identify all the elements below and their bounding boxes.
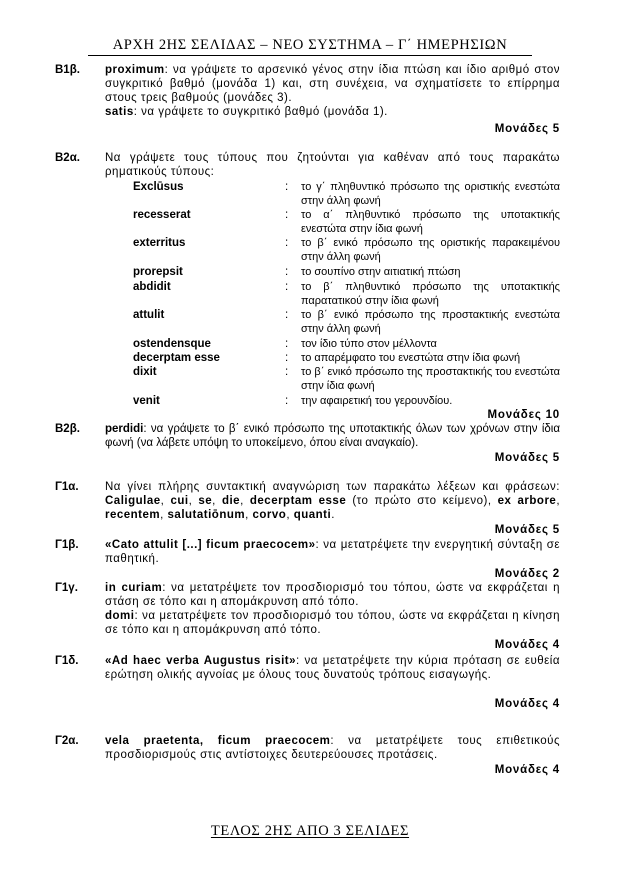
keyword: decerptam esse — [249, 495, 347, 507]
question-g1a: Να γίνει πλήρης συντακτική αναγνώριση των παρακάτω λέξεων και φράσεων: Caligulae, cui, se, die, decerptam esse (το πρώτο στο κείμενο), ex arbore, recentem, salutatiōnum, corvo, quanti. — [105, 481, 561, 521]
verb-term: prorepsit — [133, 266, 183, 278]
verb-colon: : — [285, 209, 289, 221]
verb-row — [0, 351, 620, 364]
question-text: (το πρώτο στο κείμενο), — [352, 495, 492, 507]
verb-row — [0, 365, 620, 392]
keyword: quanti — [293, 509, 332, 521]
keyword: proximum — [105, 64, 165, 76]
verb-row — [0, 265, 620, 278]
verb-colon: : — [285, 281, 289, 293]
keyword: «Ad haec verba Augustus risit» — [105, 655, 297, 667]
verb-colon: : — [285, 309, 289, 321]
verb-row — [0, 280, 620, 307]
keyword: se — [198, 495, 213, 507]
monades-g1b: Μονάδες 2 — [494, 568, 560, 580]
question-text: : να μετατρέψετε τον προσδιορισμό του τόπου, ώστε να εκφράζεται η στάση σε τόπο και η απομάκρυνση από τόπο. — [105, 582, 560, 608]
question-text: : να γράψετε το αρσενικό γένος στην ίδια πτώση και ίδιο αριθμό στον συγκριτικό βαθμό (μονάδα 1) και, στη συνέχεια, να σχηματίσετε το επίρρημα στους τρεις βαθμούς (μονάδες 3). — [105, 64, 560, 104]
question-b2a: Να γράψετε τους τύπους που ζητούνται για καθέναν από τους παρακάτω ρηματικούς τύπους: — [105, 152, 560, 178]
monades-g2a: Μονάδες 4 — [494, 764, 560, 776]
question-text: : να μετατρέψετε τον προσδιορισμό του τόπου, ώστε να εκφράζεται η κίνηση σε τόπο και η απομάκρυνση από τόπο. — [105, 610, 560, 636]
verb-description: τον ίδιο τύπο στον μέλλοντα — [301, 338, 437, 350]
verb-row — [0, 337, 620, 350]
question-text: : να μετατρέψετε την ενεργητική σύνταξη σε παθητική. — [105, 539, 560, 565]
question-text: : να μετατρέψετε τους επιθετικούς προσδιορισμούς στις αντίστοιχες δευτερεύουσες προτάσεις. — [105, 735, 560, 761]
verb-term: Exclūsus — [133, 181, 184, 193]
verb-colon: : — [285, 338, 289, 350]
keyword: in curiam — [105, 582, 163, 594]
header-text: ΑΡΧΗ 2ΗΣ ΣΕΛΙΔΑΣ – ΝΕΟ ΣΥΣΤΗΜΑ – Γ΄ ΗΜΕΡΗΣΙΩΝ — [112, 37, 508, 53]
verb-term: decerptam esse — [133, 352, 220, 364]
question-g2a — [105, 734, 560, 762]
verb-term: attulit — [133, 309, 165, 321]
verb-colon: : — [285, 181, 289, 193]
verb-colon: : — [285, 266, 289, 278]
question-b1b — [105, 63, 560, 119]
header-rule — [88, 55, 532, 56]
verb-term: dixit — [133, 366, 157, 378]
keyword: Caligulae — [105, 495, 161, 507]
question-label-b2b: Β2β. — [55, 423, 80, 435]
verb-term: recesserat — [133, 209, 191, 221]
keyword: salutatiōnum — [167, 509, 246, 521]
verb-row — [0, 236, 620, 263]
verb-colon: : — [285, 366, 289, 378]
monades-g1d: Μονάδες 4 — [494, 698, 560, 710]
keyword: recentem — [105, 509, 161, 521]
verb-term: venit — [133, 395, 160, 407]
question-label-b1b: Β1β. — [55, 64, 80, 76]
verb-description: το β΄ ενικό πρόσωπο της προστακτικής του ενεστώτα στην ίδια φωνή — [301, 366, 560, 392]
verb-description: το β΄ ενικό πρόσωπο της προστακτικής ενεστώτα στην άλλη φωνή — [301, 309, 560, 335]
verb-description: το απαρέμφατο του ενεστώτα στην ίδια φωνή — [301, 352, 521, 364]
keyword: die — [221, 495, 241, 507]
verb-term: exterritus — [133, 237, 186, 249]
monades-b2a: Μονάδες 10 — [487, 409, 560, 421]
monades-g1a: Μονάδες 5 — [494, 524, 560, 536]
page-footer — [0, 824, 620, 838]
verb-colon: : — [285, 237, 289, 249]
verb-description: το γ΄ πληθυντικό πρόσωπο της οριστικής ενεστώτα στην άλλη φωνή — [301, 181, 560, 207]
question-label-g1a: Γ1α. — [55, 481, 79, 493]
question-text: Να γίνει πλήρης συντακτική αναγνώριση των παρακάτω λέξεων και φράσεων: — [105, 481, 560, 493]
verb-row — [0, 208, 620, 235]
question-label-g1b: Γ1β. — [55, 539, 79, 551]
verb-row — [0, 180, 620, 207]
verb-colon: : — [285, 352, 289, 364]
monades-g1g: Μονάδες 4 — [494, 639, 560, 651]
verb-description: το α΄ πληθυντικό πρόσωπο της υποτακτικής ενεστώτα στην ίδια φωνή — [301, 209, 560, 235]
question-g1g — [105, 581, 560, 637]
verb-description: το β΄ πληθυντικό πρόσωπο της υποτακτικής παρατατικού στην ίδια φωνή — [301, 281, 560, 307]
question-text: : να γράψετε το συγκριτικό βαθμό (μονάδα 1). — [133, 106, 388, 118]
question-b2b — [105, 422, 560, 450]
keyword: vela praetenta, ficum praecocem — [105, 735, 331, 747]
footer-text: ΤΕΛΟΣ 2ΗΣ ΑΠΟ 3 ΣΕΛΙΔΕΣ — [210, 823, 410, 839]
question-text: : να γράψετε το β΄ ενικό πρόσωπο της υποτακτικής όλων των χρόνων στην ίδια φωνή (να λάβετε υπόψη το υποκείμενο, όπου είναι αναγκαίο). — [105, 423, 560, 449]
keyword: corvo — [252, 509, 287, 521]
question-label-g1d: Γ1δ. — [55, 655, 79, 667]
question-g1d — [105, 654, 560, 682]
question-text: : να μετατρέψετε την κύρια πρόταση σε ευθεία ερώτηση ολικής αγνοίας με όλους τους δυνατούς τρόπους εισαγωγής. — [105, 655, 560, 681]
verb-row — [0, 394, 620, 407]
keyword: domi — [105, 610, 135, 622]
monades-b2b: Μονάδες 5 — [494, 452, 560, 464]
verb-term: abdidit — [133, 281, 171, 293]
question-label-g2a: Γ2α. — [55, 735, 79, 747]
verb-term: ostendensque — [133, 338, 211, 350]
question-g1b — [105, 538, 560, 566]
keyword: cui — [170, 495, 189, 507]
verb-row — [0, 308, 620, 335]
verb-description: την αφαιρετική του γερουνδίου. — [301, 395, 453, 407]
question-label-g1g: Γ1γ. — [55, 582, 78, 594]
verb-description: το σουπίνο στην αιτιατική πτώση — [301, 266, 461, 278]
question-label-b2a: Β2α. — [55, 152, 80, 164]
verb-colon: : — [285, 395, 289, 407]
keyword: perdidi — [105, 423, 144, 435]
page-header — [0, 38, 620, 52]
monades-b1b: Μονάδες 5 — [494, 123, 560, 135]
keyword: ex arbore — [497, 495, 557, 507]
verb-description: το β΄ ενικό πρόσωπο της οριστικής παρακειμένου στην άλλη φωνή — [301, 237, 560, 263]
keyword: satis — [105, 106, 134, 118]
keyword: «Cato attulit [...] ficum praecocem» — [105, 539, 316, 551]
